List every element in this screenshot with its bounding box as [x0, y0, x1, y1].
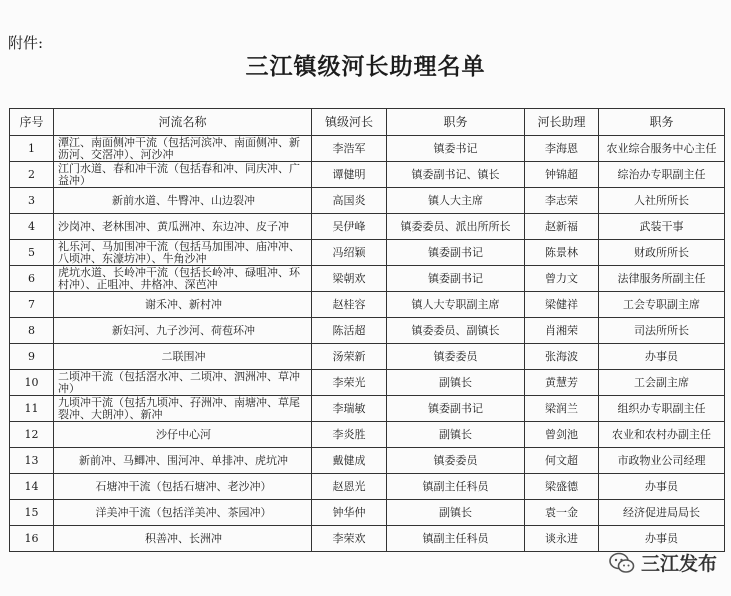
row-number-cell: 11	[10, 396, 54, 422]
assistant-title-cell: 农业和农村办副主任	[599, 422, 725, 448]
river-name-cell: 新前水道、牛臀冲、山边裂冲	[54, 188, 312, 214]
assistant-title-cell: 办事员	[599, 474, 725, 500]
table-row	[10, 214, 725, 240]
row-number-cell: 12	[10, 422, 54, 448]
assistant-title-cell: 司法所所长	[599, 318, 725, 344]
chief-title-cell: 镇委副书记、镇长	[387, 162, 525, 188]
chief-title-cell: 镇委副书记	[387, 396, 525, 422]
assistant-title-cell: 工会专职副主席	[599, 292, 725, 318]
assistant-title-cell: 综治办专职副主任	[599, 162, 725, 188]
river-name-cell: 新前冲、马鲫冲、围河冲、单排冲、虎坑冲	[54, 448, 312, 474]
assistant-cell: 陈景林	[525, 240, 599, 266]
river-name-cell: 洋美冲干流（包括洋美冲、茶园冲）	[54, 500, 312, 526]
river-name-cell: 江门水道、春和冲干流（包括春和冲、同庆冲、广益冲）	[54, 162, 312, 188]
river-name-cell: 沙仔中心河	[54, 422, 312, 448]
river-chief-cell: 汤荣新	[312, 344, 387, 370]
row-number-cell: 2	[10, 162, 54, 188]
column-header-chief-title: 职务	[387, 109, 525, 136]
table-body	[10, 136, 725, 552]
assistant-cell: 梁润兰	[525, 396, 599, 422]
river-name-cell: 虎坑水道、长岭冲干流（包括长岭冲、碌咀冲、环村冲）、正咀冲、井格冲、深芭冲	[54, 266, 312, 292]
assistant-title-cell: 组织办专职副主任	[599, 396, 725, 422]
river-chief-cell: 吴伊峰	[312, 214, 387, 240]
river-name-cell: 新妇河、九子沙河、荷苞环冲	[54, 318, 312, 344]
chief-title-cell: 镇委委员	[387, 448, 525, 474]
row-number-cell: 4	[10, 214, 54, 240]
river-name-cell: 沙岗冲、老林围冲、黄瓜洲冲、东边冲、皮子冲	[54, 214, 312, 240]
river-chief-cell: 李荣光	[312, 370, 387, 396]
assistant-cell: 曾剑池	[525, 422, 599, 448]
river-chief-cell: 赵恩光	[312, 474, 387, 500]
assistant-cell: 谈永进	[525, 526, 599, 552]
row-number-cell: 9	[10, 344, 54, 370]
table-row	[10, 266, 725, 292]
chief-title-cell: 镇副主任科员	[387, 526, 525, 552]
attachment-label: 附件:	[8, 34, 44, 52]
assistant-title-cell: 武装干事	[599, 214, 725, 240]
river-chief-cell: 赵桂容	[312, 292, 387, 318]
river-name-cell: 谢禾冲、新村冲	[54, 292, 312, 318]
river-chief-cell: 李瑞敏	[312, 396, 387, 422]
row-number-cell: 5	[10, 240, 54, 266]
assistant-cell: 袁一金	[525, 500, 599, 526]
river-chief-cell: 李炎胜	[312, 422, 387, 448]
assistant-cell: 何文超	[525, 448, 599, 474]
row-number-cell: 6	[10, 266, 54, 292]
assistant-cell: 张海波	[525, 344, 599, 370]
row-number-cell: 16	[10, 526, 54, 552]
table-row	[10, 292, 725, 318]
assistant-title-cell: 工会副主席	[599, 370, 725, 396]
table-row	[10, 396, 725, 422]
assistant-cell: 李海恩	[525, 136, 599, 162]
river-name-cell: 潭江、南面侧冲干流（包括河滨冲、南面侧冲、新沥河、交滘冲）、河沙冲	[54, 136, 312, 162]
river-name-cell: 九顷冲干流（包括九顷冲、孖洲冲、南塘冲、草尾裂冲、大朗冲）、新冲	[54, 396, 312, 422]
row-number-cell: 8	[10, 318, 54, 344]
river-name-cell: 礼乐河、马加围冲干流（包括马加围冲、庙冲冲、八顷冲、东濠坊冲）、牛角沙冲	[54, 240, 312, 266]
chief-title-cell: 镇委委员	[387, 344, 525, 370]
assistant-cell: 钟锦超	[525, 162, 599, 188]
row-number-cell: 14	[10, 474, 54, 500]
river-chief-cell: 李荣欢	[312, 526, 387, 552]
assistant-title-cell: 农业综合服务中心主任	[599, 136, 725, 162]
table-row	[10, 500, 725, 526]
river-name-cell: 二顷冲干流（包括滘水冲、二顷冲、泗洲冲、草冲冲）	[54, 370, 312, 396]
table-row	[10, 474, 725, 500]
table-row	[10, 240, 725, 266]
chief-title-cell: 镇人大专职副主席	[387, 292, 525, 318]
column-header-river: 河流名称	[54, 109, 312, 136]
column-header-no: 序号	[10, 109, 54, 136]
river-chief-cell: 李浩军	[312, 136, 387, 162]
table-row	[10, 136, 725, 162]
row-number-cell: 1	[10, 136, 54, 162]
table-row	[10, 344, 725, 370]
river-chief-cell: 高国炎	[312, 188, 387, 214]
chief-title-cell: 镇委委员、派出所所长	[387, 214, 525, 240]
assistant-cell: 梁健祥	[525, 292, 599, 318]
river-chief-cell: 钟华仲	[312, 500, 387, 526]
assistant-cell: 肖湘荣	[525, 318, 599, 344]
chief-title-cell: 镇委书记	[387, 136, 525, 162]
river-chief-cell: 冯绍颖	[312, 240, 387, 266]
assistant-cell: 李志荣	[525, 188, 599, 214]
chief-title-cell: 镇副主任科员	[387, 474, 525, 500]
table-row	[10, 162, 725, 188]
assistant-title-cell: 法律服务所副主任	[599, 266, 725, 292]
assistant-title-cell: 办事员	[599, 526, 725, 552]
assistant-cell: 梁盛德	[525, 474, 599, 500]
river-name-cell: 积善冲、长洲冲	[54, 526, 312, 552]
assistant-cell: 黄慧芳	[525, 370, 599, 396]
watermark-text: 三江发布	[640, 553, 717, 575]
watermark	[609, 549, 717, 576]
table-row	[10, 526, 725, 552]
wechat-icon	[609, 552, 635, 574]
row-number-cell: 13	[10, 448, 54, 474]
table-row	[10, 448, 725, 474]
river-chief-cell: 梁朝欢	[312, 266, 387, 292]
assistant-title-cell: 市政物业公司经理	[599, 448, 725, 474]
river-name-cell: 石塘冲干流（包括石塘冲、老沙冲）	[54, 474, 312, 500]
chief-title-cell: 镇委副书记	[387, 240, 525, 266]
assistant-title-cell: 财政所所长	[599, 240, 725, 266]
table-row	[10, 188, 725, 214]
chief-title-cell: 镇委副书记	[387, 266, 525, 292]
assistant-title-cell: 经济促进局局长	[599, 500, 725, 526]
chief-title-cell: 副镇长	[387, 500, 525, 526]
column-header-assistant-title: 职务	[599, 109, 725, 136]
chief-title-cell: 镇人大主席	[387, 188, 525, 214]
river-chief-cell: 陈活超	[312, 318, 387, 344]
assistant-cell: 赵新福	[525, 214, 599, 240]
assistant-cell: 曾力文	[525, 266, 599, 292]
column-header-chief: 镇级河长	[312, 109, 387, 136]
column-header-assistant: 河长助理	[525, 109, 599, 136]
row-number-cell: 15	[10, 500, 54, 526]
chief-title-cell: 镇委委员、副镇长	[387, 318, 525, 344]
river-name-cell: 二联围冲	[54, 344, 312, 370]
table-row	[10, 318, 725, 344]
table-header-row	[10, 109, 725, 136]
river-chief-cell: 谭健明	[312, 162, 387, 188]
chief-title-cell: 副镇长	[387, 422, 525, 448]
row-number-cell: 7	[10, 292, 54, 318]
table-row	[10, 370, 725, 396]
chief-title-cell: 副镇长	[387, 370, 525, 396]
assistant-title-cell: 办事员	[599, 344, 725, 370]
row-number-cell: 3	[10, 188, 54, 214]
river-chief-table	[9, 108, 725, 552]
river-chief-cell: 戴健成	[312, 448, 387, 474]
assistant-title-cell: 人社所所长	[599, 188, 725, 214]
table-row	[10, 422, 725, 448]
row-number-cell: 10	[10, 370, 54, 396]
document-title: 三江镇级河长助理名单	[245, 53, 486, 80]
